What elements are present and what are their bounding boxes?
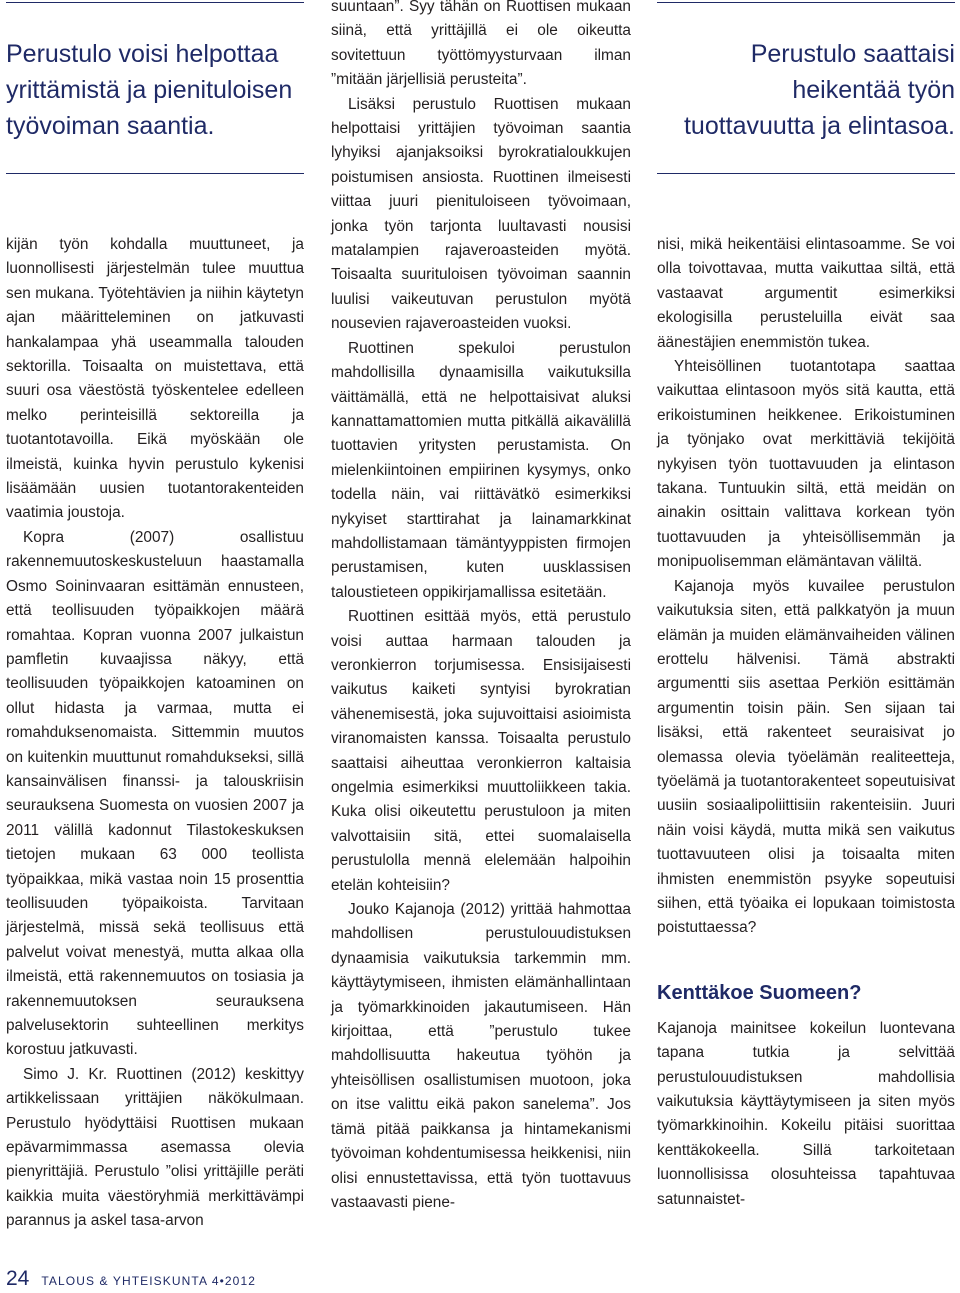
page-number: 24 [6,1267,30,1290]
column-3 [657,0,955,1212]
pull-quote-rule-top [6,2,304,3]
paragraph: kijän työn kohdalla muuttuneet, ja luonnollisesti järjestelmän tulee muuttua sen mukana. Työtehtävien ja niihin käytetyn ajan määritteleminen on jatkuvasti hankalampaa yhä useammalla talouden sektorilla. Toisaalta on muistettava, että suuri osa väestöstä työskentelee edelleen melko perinteisillä sektoreilla ja tuotantotavoilla. Eikä myöskään ole ilmeistä, kuinka hyvin perustulo kykenisi lisäämään uusien tuotantorakenteiden vaatimia joustoja. [6,236,304,522]
pull-quote-left: Perustulo voisi helpottaa yrittämistä ja pienituloisen työvoiman saantia. [6,40,293,140]
paragraph: Ruottinen spekuloi perustulon mahdollisilla dynaamisilla vaikutuksilla väittämällä, että ne helpottaisivat aluksi kannattamattomien mutta pitkällä aikavälillä tuottavien yritysten perustamista. On mielenkiintoinen empiirinen kysymys, onko todella näin, vai riittävätkö esimerkiksi nykyiset starttirahat ja lainamarkkinat mahdollistamaan tämäntyyppisten firmojen perustamisen, kuten uusklassisen taloustieteen oppikirjamallissa esitetään. [331,339,631,601]
paragraph: Kajanoja myös kuvailee perustulon vaikutuksia siten, että palkkatyön ja muun elämän ja muiden elämänvaiheiden välinen erottelu hälvenisi. Tämä abstrakti argumentti siis asettaa Perkiön esittämän argumentin toisin päin. Sen sijaan tai lisäksi, että rakenteet seuraisivat jo olemassa olevia työelämän realiteetteja, työelämä ja tuotantorakenteet sopeutuisivat uusiin sosiaalipoliittisiin rakenteisiin. Juuri näin voisi käydä, mutta mikä sen vaikutus tuottavuuteen olisi ja toisaalta miten ihmisten enemmistön psyyke sopeutuisi siihen, että työaika ei lopukaan toimistosta poistuttaessa? [657,577,955,937]
column-3-body [657,233,955,941]
pull-quote-rule-top [657,2,955,3]
paragraph: nisi, mikä heikentäisi elintasoamme. Se voi olla toivottavaa, mutta vaikuttaa siltä, että vastaavat argumentit esimerkiksi ekologisilla perusteluilla eivät saa äänestäjien enemmistön tukea. [657,236,955,351]
paragraph: Kajanoja mainitsee kokeilun luontevana tapana tutkia ja selvittää perustulouudistuksen mahdollisia vaikutuksia käyttäytymiseen ja siten myös työmarkkinoihin. Kokeilu pitäisi suorittaa kenttäkokeella. Sillä tarkoitetaan luonnollisissa olosuhteissa tapahtuvaa satunnaistet- [657,1019,955,1208]
pull-quote-rule-bottom [6,173,304,174]
section-subheading: Kenttäkoe Suomeen? [657,981,862,1004]
column-3-body-after [657,1017,955,1212]
paragraph: Ruottinen esittää myös, että perustulo voisi auttaa harmaan talouden ja veronkierron torjumisessa. Ensisijaisesti vaikutus kaiketi syntyisi byrokratian vähenemisestä, joka sujuvoittaisi asioimista viranomaisten kanssa. Toisaalta perustulo saattaisi aiheuttaa veronkierron kaltaisia ongelmia esimerkiksi muuttoliikkeen takia. Kuka olisi oikeutettu perustuloon ja miten valvottaisiin sitä, ettei suomalaisella perustulolla mennä elelemään halpoihin etelän kohteisiin? [331,608,631,894]
paragraph: suuntaan”. Syy tähän on Ruottisen mukaan siinä, että yrittäjillä ei ole oikeutta sovitettuun työttömyysturvaan ilman ”mitään järjellisiä perusteita”. [331,0,631,89]
magazine-name: TALOUS & YHTEISKUNTA 4•2012 [41,1274,256,1288]
column-1 [6,0,304,1234]
paragraph: Jouko Kajanoja (2012) yrittää hahmottaa mahdollisen perustulouudistuksen dynaamisia vaikutuksia tarkemmin mm. käyttäytymiseen, ihmisten elämänhallintaan ja työmarkkinoiden jakautumiseen. Hän kirjoittaa, että ”perustulo tukee mahdollisuutta hakeutua työhön ja yhteisöllisen osallistumisen muotoon, joka on itse valittu eikä pakon sanelema”. Jos tämä pitää paikkansa ja hintamekanismi työvoiman kohdentumisessa heikkenisi, niin olisi ennustettavissa, että työn tuottavuus vastaavasti piene- [331,901,631,1211]
page-footer [6,1267,256,1291]
column-1-body [6,233,304,1234]
pull-quote-right: Perustulo saattaisi heikentää työn tuottavuutta ja elintasoa. [683,40,955,140]
paragraph: Lisäksi perustulo Ruottisen mukaan helpottaisi yrittäjien työvoiman saantia lyhyiksi ajanjaksoiksi byrokratialoukkujen poistumisen ansiosta. Ruottinen ilmeisesti viittaa juuri pienituloiseen työvoimaan, jonka työn tarjonta luultavasti nousisi matalampien rajaveroasteiden myötä. Toisaalta suurituloisen työvoiman saannin luulisi vaikeutuvan perustulon myötä nousevien rajaveroasteiden vuoksi. [331,95,631,333]
column-2 [331,0,631,1215]
paragraph: Kopra (2007) osallistuu rakennemuutoskeskusteluun haastamalla Osmo Soininvaaran esittämän ennusteen, että teollisuuden työpaikkojen määrä romahtaa. Kopran vuonna 2007 julkaistun pamfletin kuvaajissa näkyy, että teollisuuden työpaikkojen katoaminen on ollut hidasta ja varmaa, mutta ei romahduksenomaista. Sittemmin muutos on kuitenkin muuttunut romahdukseksi, sillä kansainvälisen finanssi- ja talouskriisin seurauksena Suomesta on vuosien 2007 ja 2011 välillä kadonnut Tilastokeskuksen tietojen mukaan 63 000 teollista työpaikkaa, mikä vastaa noin 15 prosenttia teollisuuden työpaikoista. Tarvitaan järjestelmä, missä sekä teollisuus että palvelut voivat menestyä, mutta alkaa olla ilmeistä, että rakennemuutos on tosiasia ja rakennemuutoksen seurauksena palvelusektorin suhteellinen merkitys korostuu jatkuvasti. [6,528,304,1059]
column-2-body [331,0,631,1215]
paragraph: Simo J. Kr. Ruottinen (2012) keskittyy artikkelissaan yrittäjien näkökulmaan. Perustulo hyödyttäisi Ruottisen mukaan epävarmimmassa asemassa olevia pienyrittäjiä. Perustulo ”olisi yrittäjille peräti kaikkia muita väestöryhmiä merkittävämpi parannus ja askel tasa-arvon [6,1065,304,1230]
paragraph: Yhteisöllinen tuotantotapa saattaa vaikuttaa elintasoon myös sitä kautta, että erikoistuminen heikkenee. Erikoistuminen ja työnjako ovat merkittäviä tekijöitä nykyisen työn tuottavuuden ja elintason takana. Tuntuukin siltä, että meidän on ainakin osittain valittava korkean työn tuottavuuden ja yhteisöllisemmän ja monipuolisemman elämäntavan väliltä. [657,358,955,571]
pull-quote-rule-bottom [657,173,955,174]
